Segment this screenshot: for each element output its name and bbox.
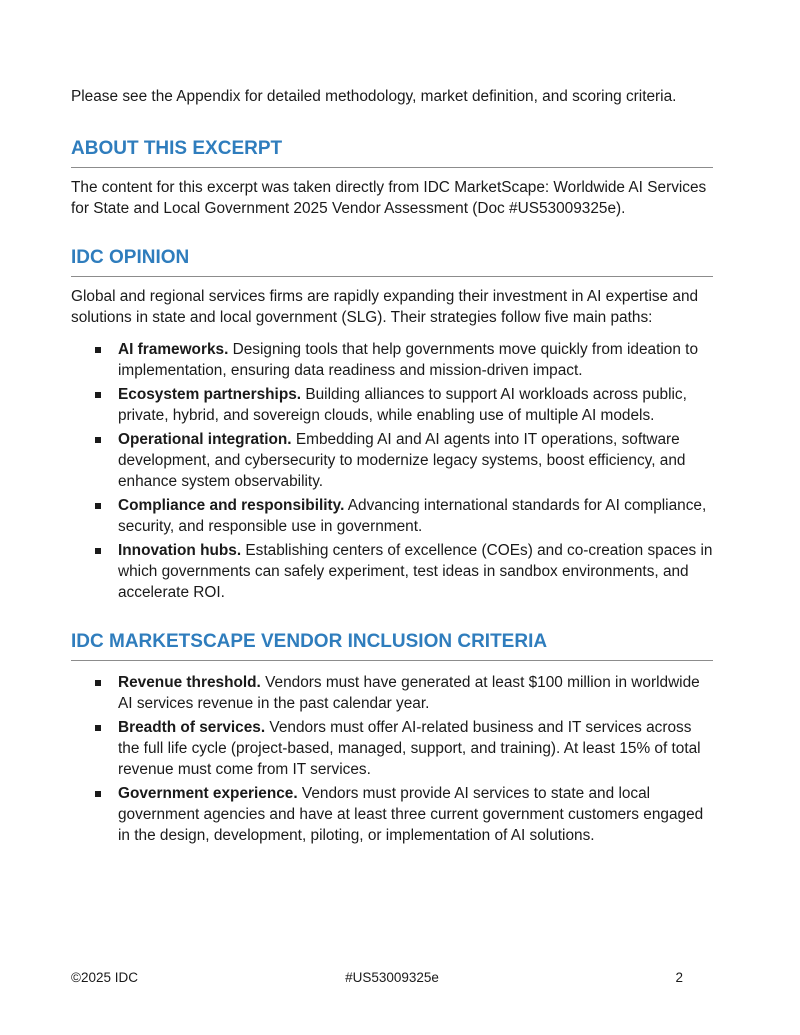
footer-doc-id: #US53009325e	[345, 970, 439, 985]
bullet-lead: Breadth of services.	[118, 719, 266, 736]
list-item	[71, 783, 713, 846]
bullet-lead: Revenue threshold.	[118, 674, 261, 691]
square-bullet-icon	[95, 725, 101, 731]
page-content	[71, 86, 713, 873]
bullet-text: Building alliances to support AI workloads across public, private, hybrid, and sovereign clouds, while enabling use of multiple AI models.	[118, 386, 687, 424]
square-bullet-icon	[95, 503, 101, 509]
list-item	[71, 495, 713, 537]
bullet-lead: Operational integration.	[118, 431, 292, 448]
section-heading: IDC MARKETSCAPE VENDOR INCLUSION CRITERIA	[71, 630, 713, 661]
section-idc-opinion	[71, 246, 713, 603]
bullet-list	[71, 339, 713, 603]
bullet-lead: Compliance and responsibility.	[118, 497, 345, 514]
square-bullet-icon	[95, 791, 101, 797]
section-heading: IDC OPINION	[71, 246, 713, 277]
bullet-lead: AI frameworks.	[118, 341, 229, 358]
section-about-excerpt	[71, 137, 713, 219]
list-item	[71, 384, 713, 426]
footer-page-number: 2	[675, 970, 683, 985]
bullet-lead: Ecosystem partnerships.	[118, 386, 302, 403]
list-item	[71, 429, 713, 492]
square-bullet-icon	[95, 680, 101, 686]
bullet-lead: Innovation hubs.	[118, 542, 242, 559]
bullet-text: Vendors must have generated at least $100 million in worldwide AI services revenue in the past calendar year.	[118, 674, 700, 712]
bullet-text: Advancing international standards for AI compliance, security, and responsible use in government.	[118, 497, 707, 535]
square-bullet-icon	[95, 437, 101, 443]
page-footer	[71, 968, 713, 988]
section-paragraph: Global and regional services firms are rapidly expanding their investment in AI expertise and solutions in state and local government (SLG). Their strategies follow five main paths:	[71, 288, 699, 326]
square-bullet-icon	[95, 392, 101, 398]
section-heading: ABOUT THIS EXCERPT	[71, 137, 713, 168]
list-item	[71, 339, 713, 381]
section-inclusion-criteria	[71, 630, 713, 846]
section-paragraph: The content for this excerpt was taken directly from IDC MarketScape: Worldwide AI Services for State and Local Government 2025 Vendor Assessment (Doc #US53009325e).	[71, 179, 707, 217]
square-bullet-icon	[95, 347, 101, 353]
bullet-text: Embedding AI and AI agents into IT operations, software development, and cybersecurity to modernize legacy systems, boost efficiency, and enhance system observability.	[118, 431, 686, 490]
bullet-text: Establishing centers of excellence (COEs) and co-creation spaces in which governments can safely experiment, test ideas in sandbox environments, and accelerate ROI.	[118, 542, 713, 601]
bullet-text: Designing tools that help governments move quickly from ideation to implementation, ensuring data readiness and mission-driven impact.	[118, 341, 699, 379]
footer-copyright: ©2025 IDC	[71, 970, 138, 985]
list-item	[71, 672, 713, 714]
square-bullet-icon	[95, 548, 101, 554]
intro-paragraph: Please see the Appendix for detailed methodology, market definition, and scoring criteria.	[71, 88, 677, 105]
bullet-list	[71, 672, 713, 846]
bullet-text: Vendors must offer AI-related business and IT services across the full life cycle (project-based, managed, support, and training). At least 15% of total revenue must come from IT services.	[118, 719, 701, 778]
bullet-lead: Government experience.	[118, 785, 298, 802]
bullet-text: Vendors must provide AI services to state and local government agencies and have at least three current government customers engaged in the design, development, piloting, or implementation of AI solutions.	[118, 785, 704, 844]
list-item	[71, 717, 713, 780]
list-item	[71, 540, 713, 603]
